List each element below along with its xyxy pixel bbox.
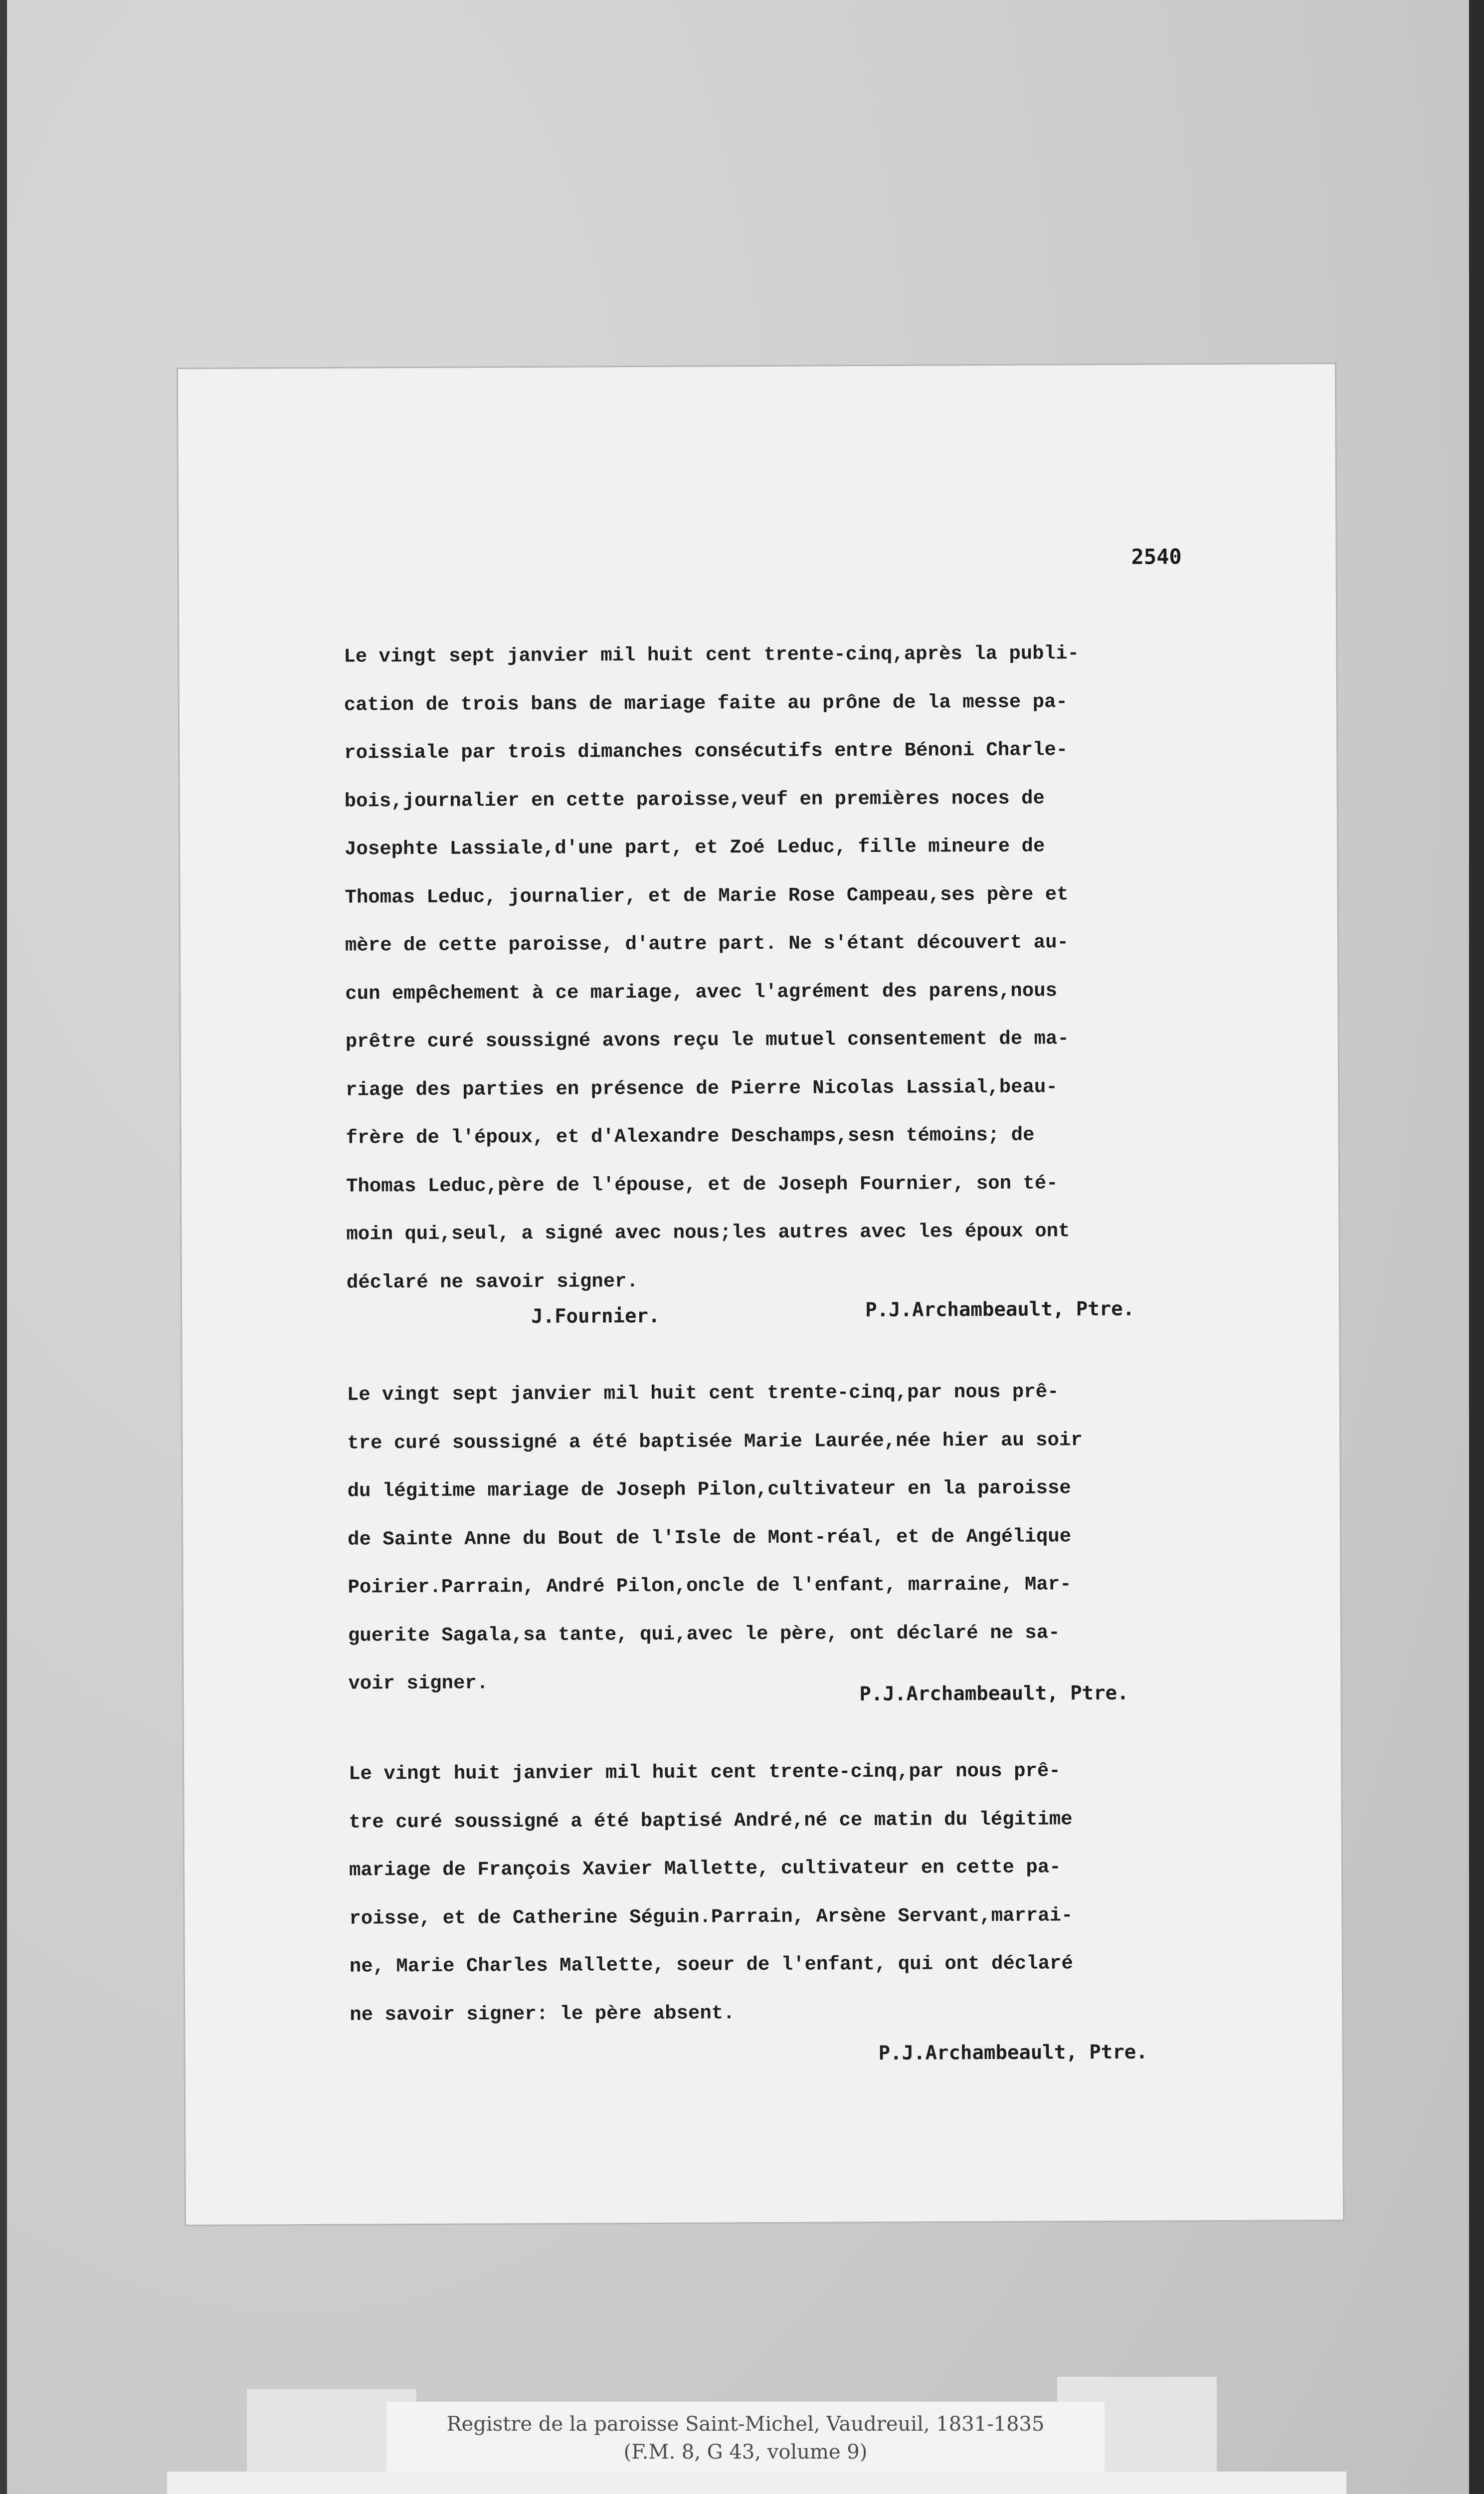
signature-fournier: J.Fournier.: [531, 1304, 660, 1328]
archives-label-card: [167, 2472, 1346, 2494]
caption-register-title: Registre de la paroisse Saint-Michel, Vaudreuil, 1831-1835: [446, 2413, 1045, 2436]
film-edge-right: [1469, 0, 1484, 2494]
film-edge-left: [0, 0, 7, 2494]
caption-slip: [386, 2402, 1105, 2474]
signature-archambeault-1: P.J.Archambeault, Ptre.: [865, 1297, 1135, 1322]
marriage-entry-text: Le vingt sept janvier mil huit cent trente-cinq,après la publi- cation de trois bans de mariage faite au prône de la messe pa- roissiale par trois dimanches consécutifs entre Bénoni Charle- bois,journalier en cette paroisse,veuf en premières noces de Josephte Lassiale,d'une part, et Zoé Leduc, fille mineure de Thomas Leduc, journalier, et de Marie Rose Campeau,ses père et mère de cette paroisse, d'autre part. Ne s'étant découvert au- cun empêchement à ce mariage, avec l'agrément des parens,nous prêtre curé soussigné avons reçu le mutuel consentement de ma- riage des parties en présence de Pierre Nicolas Lassial,beau- frère de l'époux, et d'Alexandre Deschamps,sesn témoins; de Thomas Leduc,père de l'épouse, et de Joseph Fournier, son té- moin qui,seul, a signé avec nous;les autres avec les époux ont déclaré ne savoir signer.: [344, 642, 1079, 1294]
signature-archambeault-3: P.J.Archambeault, Ptre.: [878, 2041, 1148, 2065]
caption-fonds-reference: (F.M. 8, G 43, volume 9): [623, 2441, 868, 2464]
baptism-entry-2-text: Le vingt huit janvier mil huit cent trente-cinq,par nous prê- tre curé soussigné a été baptisé André,né ce matin du légitime mariage de François Xavier Mallette, cultivateur en cette pa- roisse, et de Catherine Séguin.Parrain, Arsène Servant,marrai- ne, Marie Charles Mallette, soeur de l'enfant, qui ont déclaré ne savoir signer: le père absent.: [349, 1760, 1074, 2026]
signature-archambeault-2: P.J.Archambeault, Ptre.: [859, 1681, 1129, 1706]
baptism-entry-1-text: Le vingt sept janvier mil huit cent trente-cinq,par nous prê- tre curé soussigné a été baptisée Marie Laurée,née hier au soir du légitime mariage de Joseph Pilon,cultivateur en la paroisse de Sainte Anne du Bout de l'Isle de Mont-réal, et de Angélique Poirier.Parrain, André Pilon,oncle de l'enfant, marraine, Mar- guerite Sagala,sa tante, qui,avec le père, ont déclaré ne sa- voir signer.: [347, 1381, 1083, 1695]
register-page: [178, 364, 1343, 2225]
folio-number: 2540: [1131, 544, 1182, 569]
